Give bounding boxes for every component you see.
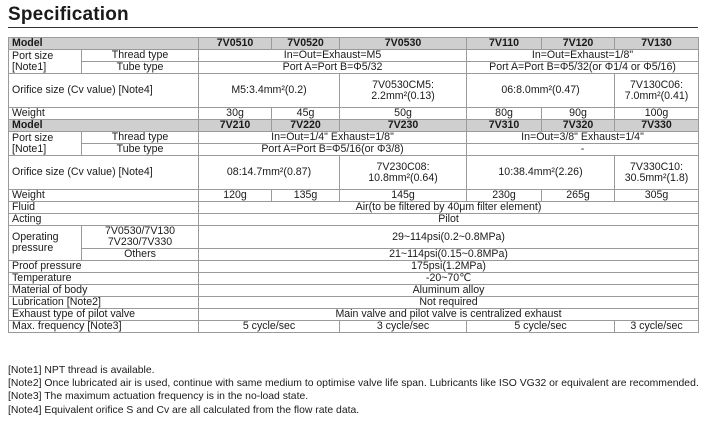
fluid-label: Fluid bbox=[9, 202, 199, 214]
port-size-text: Port size bbox=[12, 49, 54, 62]
operating-others: Others bbox=[82, 249, 199, 261]
note-1: [Note1] NPT thread is available. bbox=[8, 365, 155, 376]
spec-table bbox=[8, 37, 699, 333]
weight-cell: 50g bbox=[340, 108, 467, 120]
acting-value: Pilot bbox=[199, 214, 699, 226]
material-label: Material of body bbox=[9, 285, 199, 297]
orifice-value bbox=[615, 156, 699, 190]
tube-value: Port A=Port B=Φ5/16(or Φ3/8) bbox=[199, 144, 467, 156]
pressure-text: pressure bbox=[12, 242, 54, 254]
orifice-label: Orifice size (Cv value) [Note4] bbox=[9, 156, 199, 190]
frequency-value: 3 cycle/sec bbox=[615, 321, 699, 333]
weight-cell: 135g bbox=[272, 190, 340, 202]
model-cell: 7V210 bbox=[199, 120, 272, 132]
weight-cell: 90g bbox=[542, 108, 615, 120]
title-divider bbox=[8, 27, 698, 28]
orifice-value: 10:38.4mm²(2.26) bbox=[467, 156, 615, 190]
notes-section bbox=[8, 364, 699, 417]
orifice-value bbox=[340, 74, 467, 108]
tube-type-label: Tube type bbox=[82, 144, 199, 156]
weight-cell: 305g bbox=[615, 190, 699, 202]
operating-pressure-label bbox=[9, 226, 82, 261]
orifice-value bbox=[615, 74, 699, 108]
model-label: Model bbox=[9, 120, 199, 132]
operating-models-line: 7V0530/7V130 bbox=[104, 225, 176, 237]
acting-label: Acting bbox=[9, 214, 199, 226]
orifice-size: 7.0mm²(0.41) bbox=[624, 89, 689, 102]
exhaust-value: Main valve and pilot valve is centralized exhaust bbox=[199, 309, 699, 321]
weight-label: Weight bbox=[9, 108, 199, 120]
orifice-model: 7V130C06: bbox=[630, 78, 684, 91]
thread-value: In=Out=Exhaust=M5 bbox=[199, 50, 467, 62]
operating-row-1 bbox=[9, 226, 699, 249]
model-cell: 7V330 bbox=[615, 120, 699, 132]
model-cell: 7V310 bbox=[467, 120, 542, 132]
weight-row-1 bbox=[9, 108, 699, 120]
thread-row-2 bbox=[9, 132, 699, 144]
thread-type-label: Thread type bbox=[82, 132, 199, 144]
thread-value: In=Out=Exhaust=1/8" bbox=[467, 50, 699, 62]
weight-cell: 100g bbox=[615, 108, 699, 120]
model-cell: 7V230 bbox=[340, 120, 467, 132]
weight-cell: 230g bbox=[467, 190, 542, 202]
frequency-value: 5 cycle/sec bbox=[199, 321, 340, 333]
weight-cell: 45g bbox=[272, 108, 340, 120]
weight-cell: 145g bbox=[340, 190, 467, 202]
weight-cell: 120g bbox=[199, 190, 272, 202]
tube-value: - bbox=[467, 144, 699, 156]
weight-cell: 30g bbox=[199, 108, 272, 120]
material-value: Aluminum alloy bbox=[199, 285, 699, 297]
orifice-value: 08:14.7mm²(0.87) bbox=[199, 156, 340, 190]
orifice-size: 2.2mm²(0.13) bbox=[371, 89, 435, 102]
weight-cell: 80g bbox=[467, 108, 542, 120]
orifice-model: 7V230C08: bbox=[376, 160, 430, 173]
thread-row-1 bbox=[9, 50, 699, 62]
operating-pressure-value: 21~114psi(0.15~0.8MPa) bbox=[199, 249, 699, 261]
frequency-label: Max. frequency [Note3] bbox=[9, 321, 199, 333]
tube-value: Port A=Port B=Φ5/32 bbox=[199, 62, 467, 74]
operating-pressure-value: 29~114psi(0.2~0.8MPa) bbox=[199, 226, 699, 249]
thread-value: In=Out=1/4" Exhaust=1/8" bbox=[199, 132, 467, 144]
model-row-1 bbox=[9, 38, 699, 50]
temperature-row bbox=[9, 273, 699, 285]
exhaust-label: Exhaust type of pilot valve bbox=[9, 309, 199, 321]
acting-row bbox=[9, 214, 699, 226]
temperature-label: Temperature bbox=[9, 273, 199, 285]
note-2: [Note2] Once lubricated air is used, continue with same medium to optimise valve life span. Lubricants like ISO VG32 or equivalent are recommended. bbox=[8, 378, 699, 390]
operating-text: Operating bbox=[12, 231, 59, 243]
tube-type-label: Tube type bbox=[82, 62, 199, 74]
exhaust-row bbox=[9, 309, 699, 321]
model-cell: 7V320 bbox=[542, 120, 615, 132]
port-size-label bbox=[9, 132, 82, 156]
model-cell: 7V220 bbox=[272, 120, 340, 132]
model-cell: 7V120 bbox=[542, 38, 615, 50]
operating-models-line: 7V230/7V330 bbox=[107, 236, 173, 248]
material-row bbox=[9, 285, 699, 297]
frequency-value: 5 cycle/sec bbox=[467, 321, 615, 333]
tube-value: Port A=Port B=Φ5/32(or Φ1/4 or Φ5/16) bbox=[467, 62, 699, 74]
lubrication-row bbox=[9, 297, 699, 309]
orifice-value: 06:8.0mm²(0.47) bbox=[467, 74, 615, 108]
proof-row bbox=[9, 261, 699, 273]
orifice-size: 30.5mm²(1.8) bbox=[624, 171, 689, 184]
orifice-value bbox=[340, 156, 467, 190]
port-size-label bbox=[9, 50, 82, 74]
thread-value: In=Out=3/8" Exhaust=1/4" bbox=[467, 132, 699, 144]
proof-value: 175psi(1.2MPa) bbox=[199, 261, 699, 273]
operating-row-2 bbox=[9, 249, 699, 261]
orifice-row-2 bbox=[9, 156, 699, 190]
model-row-2 bbox=[9, 120, 699, 132]
fluid-row bbox=[9, 202, 699, 214]
note-4: [Note4] Equivalent orifice S and Cv are all calculated from the flow rate data. bbox=[8, 404, 360, 416]
temperature-value: -20~70℃ bbox=[199, 273, 699, 285]
port-size-note: [Note1] bbox=[12, 60, 47, 73]
port-size-text: Port size bbox=[12, 131, 54, 144]
model-cell: 7V110 bbox=[467, 38, 542, 50]
model-cell: 7V130 bbox=[615, 38, 699, 50]
fluid-value: Air(to be filtered by 40μm filter element) bbox=[199, 202, 699, 214]
port-size-note: [Note1] bbox=[12, 142, 47, 155]
lubrication-label: Lubrication [Note2] bbox=[9, 297, 199, 309]
model-cell: 7V0510 bbox=[199, 38, 272, 50]
orifice-size: 10.8mm²(0.64) bbox=[368, 171, 438, 184]
orifice-value: M5:3.4mm²(0.2) bbox=[199, 74, 340, 108]
frequency-value: 3 cycle/sec bbox=[340, 321, 467, 333]
proof-label: Proof pressure bbox=[9, 261, 199, 273]
tube-row-1 bbox=[9, 62, 699, 74]
frequency-row bbox=[9, 321, 699, 333]
model-cell: 7V0520 bbox=[272, 38, 340, 50]
note-3: [Note3] The maximum actuation frequency is in the no-load state. bbox=[8, 391, 309, 403]
lubrication-value: Not required bbox=[199, 297, 699, 309]
orifice-model: 7V0530CM5: bbox=[372, 78, 434, 91]
orifice-row-1 bbox=[9, 74, 699, 108]
operating-models bbox=[82, 226, 199, 249]
weight-cell: 265g bbox=[542, 190, 615, 202]
model-cell: 7V0530 bbox=[340, 38, 467, 50]
page-title: Specification bbox=[8, 4, 129, 25]
thread-type-label: Thread type bbox=[82, 50, 199, 62]
weight-label: Weight bbox=[9, 190, 199, 202]
weight-row-2 bbox=[9, 190, 699, 202]
orifice-label: Orifice size (Cv value) [Note4] bbox=[9, 74, 199, 108]
model-label: Model bbox=[9, 38, 199, 50]
tube-row-2 bbox=[9, 144, 699, 156]
orifice-model: 7V330C10: bbox=[630, 160, 684, 173]
